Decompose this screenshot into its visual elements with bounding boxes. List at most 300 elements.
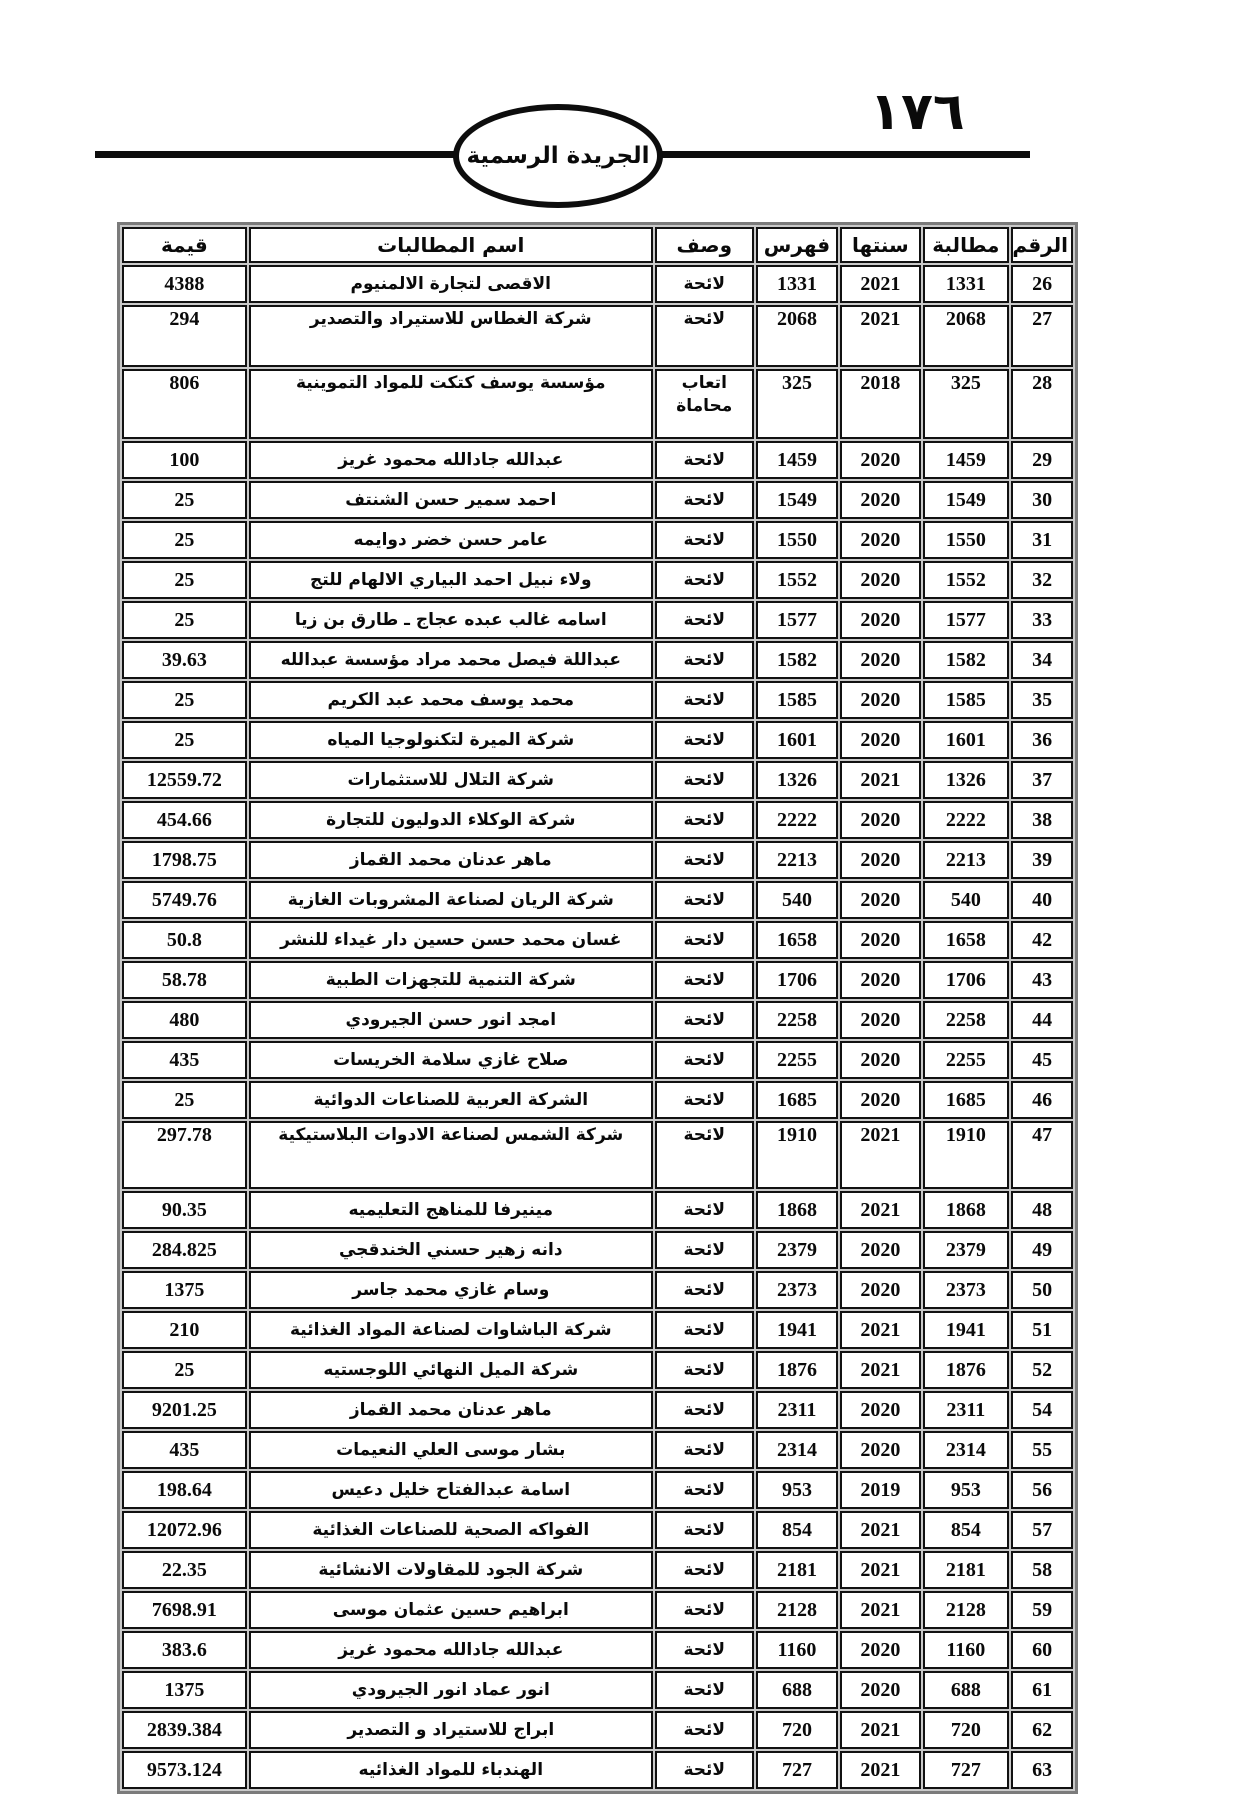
cell-description: لائحة [655, 1391, 754, 1429]
cell-value: 480 [122, 1001, 247, 1039]
cell-claims-name: شركة الميرة لتكنولوجيا المياه [249, 721, 653, 759]
cell-description: لائحة [655, 265, 754, 303]
cell-value: 297.78 [122, 1121, 247, 1189]
table-row [122, 761, 1073, 799]
cell-index: 1685 [756, 1081, 838, 1119]
cell-description: لائحة [655, 721, 754, 759]
cell-value: 25 [122, 601, 247, 639]
table-row [122, 1751, 1073, 1789]
cell-claim: 1160 [923, 1631, 1010, 1669]
cell-number: 50 [1011, 1271, 1073, 1309]
cell-claim: 688 [923, 1671, 1010, 1709]
cell-year: 2020 [840, 441, 920, 479]
cell-year: 2021 [840, 1551, 920, 1589]
cell-number: 56 [1011, 1471, 1073, 1509]
cell-claims-name: الاقصى لتجارة الالمنيوم [249, 265, 653, 303]
table-row [122, 1041, 1073, 1079]
cell-claims-name: شركة الوكلاء الدوليون للتجارة [249, 801, 653, 839]
cell-index: 1331 [756, 265, 838, 303]
cell-value: 9573.124 [122, 1751, 247, 1789]
cell-claims-name: مينيرفا للمناهج التعليميه [249, 1191, 653, 1229]
cell-claims-name: شركة الباشاوات لصناعة المواد الغذائية [249, 1311, 653, 1349]
cell-number: 30 [1011, 481, 1073, 519]
cell-claims-name: ماهر عدنان محمد القماز [249, 1391, 653, 1429]
cell-value: 50.8 [122, 921, 247, 959]
cell-description: لائحة [655, 1081, 754, 1119]
cell-claims-name: محمد يوسف محمد عبد الكريم [249, 681, 653, 719]
cell-number: 39 [1011, 841, 1073, 879]
cell-number: 43 [1011, 961, 1073, 999]
table-row [122, 961, 1073, 999]
table-row [122, 881, 1073, 919]
cell-value: 25 [122, 1351, 247, 1389]
table-row [122, 801, 1073, 839]
cell-claim: 540 [923, 881, 1010, 919]
cell-description: لائحة [655, 1671, 754, 1709]
table-row [122, 921, 1073, 959]
cell-number: 42 [1011, 921, 1073, 959]
cell-year: 2021 [840, 265, 920, 303]
cell-year: 2020 [840, 481, 920, 519]
cell-year: 2020 [840, 721, 920, 759]
cell-number: 27 [1011, 305, 1073, 367]
table-row [122, 521, 1073, 559]
cell-number: 45 [1011, 1041, 1073, 1079]
cell-value: 25 [122, 481, 247, 519]
cell-claim: 1868 [923, 1191, 1010, 1229]
cell-description: لائحة [655, 1471, 754, 1509]
column-header-number: الرقم [1011, 227, 1073, 263]
cell-year: 2021 [840, 1121, 920, 1189]
cell-year: 2020 [840, 681, 920, 719]
cell-value: 210 [122, 1311, 247, 1349]
cell-year: 2020 [840, 561, 920, 599]
cell-claim: 2314 [923, 1431, 1010, 1469]
cell-number: 29 [1011, 441, 1073, 479]
cell-value: 435 [122, 1431, 247, 1469]
table-row [122, 1081, 1073, 1119]
cell-claims-name: شركة الميل النهائي اللوجستيه [249, 1351, 653, 1389]
cell-claim: 2258 [923, 1001, 1010, 1039]
table-row [122, 1511, 1073, 1549]
cell-index: 1552 [756, 561, 838, 599]
cell-year: 2021 [840, 1591, 920, 1629]
cell-index: 720 [756, 1711, 838, 1749]
cell-value: 100 [122, 441, 247, 479]
cell-number: 37 [1011, 761, 1073, 799]
cell-claim: 2222 [923, 801, 1010, 839]
cell-index: 1585 [756, 681, 838, 719]
cell-year: 2021 [840, 1351, 920, 1389]
cell-number: 28 [1011, 369, 1073, 439]
cell-year: 2020 [840, 1271, 920, 1309]
cell-claim: 1706 [923, 961, 1010, 999]
cell-year: 2020 [840, 1001, 920, 1039]
cell-value: 22.35 [122, 1551, 247, 1589]
cell-index: 2181 [756, 1551, 838, 1589]
cell-claim: 325 [923, 369, 1010, 439]
cell-number: 31 [1011, 521, 1073, 559]
cell-description: لائحة [655, 481, 754, 519]
table-row [122, 681, 1073, 719]
cell-index: 1658 [756, 921, 838, 959]
cell-index: 1160 [756, 1631, 838, 1669]
table-row [122, 1391, 1073, 1429]
cell-claim: 2068 [923, 305, 1010, 367]
cell-description: لائحة [655, 681, 754, 719]
page-number: ١٧٦ [869, 82, 965, 142]
cell-index: 1459 [756, 441, 838, 479]
cell-value: 806 [122, 369, 247, 439]
cell-index: 2311 [756, 1391, 838, 1429]
table-header-row [122, 227, 1073, 263]
cell-value: 1375 [122, 1271, 247, 1309]
cell-claim: 1552 [923, 561, 1010, 599]
table-row [122, 721, 1073, 759]
cell-value: 25 [122, 561, 247, 599]
cell-value: 7698.91 [122, 1591, 247, 1629]
cell-number: 34 [1011, 641, 1073, 679]
cell-claims-name: عبدالله جادالله محمود غريز [249, 441, 653, 479]
cell-index: 2213 [756, 841, 838, 879]
cell-claim: 1658 [923, 921, 1010, 959]
cell-value: 12072.96 [122, 1511, 247, 1549]
cell-value: 1798.75 [122, 841, 247, 879]
cell-claim: 1941 [923, 1311, 1010, 1349]
cell-index: 540 [756, 881, 838, 919]
cell-year: 2020 [840, 1631, 920, 1669]
cell-year: 2020 [840, 841, 920, 879]
cell-index: 325 [756, 369, 838, 439]
table-row [122, 1191, 1073, 1229]
cell-year: 2021 [840, 761, 920, 799]
cell-claims-name: ولاء نبيل احمد البياري الالهام للتج [249, 561, 653, 599]
table-row [122, 441, 1073, 479]
cell-claims-name: احمد سمير حسن الشنتف [249, 481, 653, 519]
cell-claims-name: شركة الريان لصناعة المشروبات الغازية [249, 881, 653, 919]
cell-description: لائحة [655, 1231, 754, 1269]
cell-value: 198.64 [122, 1471, 247, 1509]
table-row [122, 601, 1073, 639]
cell-claim: 1582 [923, 641, 1010, 679]
cell-index: 2373 [756, 1271, 838, 1309]
cell-index: 2314 [756, 1431, 838, 1469]
table-row [122, 1001, 1073, 1039]
cell-description: لائحة [655, 641, 754, 679]
cell-index: 1910 [756, 1121, 838, 1189]
cell-index: 1876 [756, 1351, 838, 1389]
table-row [122, 369, 1073, 439]
cell-index: 1550 [756, 521, 838, 559]
cell-claims-name: انور عماد انور الجيرودي [249, 1671, 653, 1709]
cell-number: 59 [1011, 1591, 1073, 1629]
cell-claim: 2181 [923, 1551, 1010, 1589]
column-header-description: وصف [655, 227, 754, 263]
cell-value: 12559.72 [122, 761, 247, 799]
cell-description: لائحة [655, 521, 754, 559]
cell-claim: 2213 [923, 841, 1010, 879]
cell-value: 1375 [122, 1671, 247, 1709]
cell-number: 61 [1011, 1671, 1073, 1709]
cell-number: 47 [1011, 1121, 1073, 1189]
cell-claims-name: اسامة عبدالفتاح خليل دعيس [249, 1471, 653, 1509]
cell-claims-name: بشار موسى العلي النعيمات [249, 1431, 653, 1469]
cell-description: لائحة [655, 921, 754, 959]
cell-number: 63 [1011, 1751, 1073, 1789]
cell-claim: 2255 [923, 1041, 1010, 1079]
cell-value: 9201.25 [122, 1391, 247, 1429]
cell-claims-name: شركة التلال للاستثمارات [249, 761, 653, 799]
cell-index: 1577 [756, 601, 838, 639]
cell-value: 435 [122, 1041, 247, 1079]
gazette-banner-title: الجريدة الرسمية [466, 143, 650, 169]
cell-year: 2020 [840, 1671, 920, 1709]
table-row [122, 561, 1073, 599]
cell-description: لائحة [655, 1311, 754, 1349]
cell-claims-name: امجد انور حسن الجيرودي [249, 1001, 653, 1039]
cell-claim: 727 [923, 1751, 1010, 1789]
column-header-claim: مطالبة [923, 227, 1010, 263]
cell-number: 57 [1011, 1511, 1073, 1549]
cell-description: لائحة [655, 1351, 754, 1389]
cell-description: لائحة [655, 441, 754, 479]
cell-index: 1326 [756, 761, 838, 799]
cell-year: 2020 [840, 961, 920, 999]
cell-claims-name: صلاح غازي سلامة الخريسات [249, 1041, 653, 1079]
cell-value: 90.35 [122, 1191, 247, 1229]
cell-value: 2839.384 [122, 1711, 247, 1749]
cell-year: 2020 [840, 601, 920, 639]
table-row [122, 841, 1073, 879]
cell-claims-name: غسان محمد حسن حسين دار غيداء للنشر [249, 921, 653, 959]
cell-number: 35 [1011, 681, 1073, 719]
cell-claims-name: ماهر عدنان محمد القماز [249, 841, 653, 879]
cell-description: لائحة [655, 1121, 754, 1189]
cell-number: 54 [1011, 1391, 1073, 1429]
cell-number: 26 [1011, 265, 1073, 303]
cell-value: 294 [122, 305, 247, 367]
cell-description: لائحة [655, 305, 754, 367]
cell-index: 1868 [756, 1191, 838, 1229]
table-row [122, 1431, 1073, 1469]
cell-index: 1549 [756, 481, 838, 519]
cell-claim: 2311 [923, 1391, 1010, 1429]
cell-index: 953 [756, 1471, 838, 1509]
cell-claims-name: شركة الشمس لصناعة الادوات البلاستيكية [249, 1121, 653, 1189]
table-row [122, 1121, 1073, 1189]
cell-year: 2020 [840, 521, 920, 559]
cell-index: 1941 [756, 1311, 838, 1349]
cell-claims-name: شركة التنمية للتجهزات الطبية [249, 961, 653, 999]
cell-year: 2020 [840, 1431, 920, 1469]
table-row [122, 1631, 1073, 1669]
cell-year: 2020 [840, 801, 920, 839]
cell-index: 2068 [756, 305, 838, 367]
cell-year: 2020 [840, 1231, 920, 1269]
cell-claim: 1550 [923, 521, 1010, 559]
table-row [122, 1351, 1073, 1389]
cell-claims-name: مؤسسة يوسف كتكت للمواد التموينية [249, 369, 653, 439]
cell-description: لائحة [655, 1271, 754, 1309]
cell-description: لائحة [655, 761, 754, 799]
cell-description: لائحة [655, 1631, 754, 1669]
cell-description: لائحة [655, 1551, 754, 1589]
cell-value: 25 [122, 521, 247, 559]
cell-claims-name: الهندباء للمواد الغذائيه [249, 1751, 653, 1789]
column-header-claims-name: اسم المطالبات [249, 227, 653, 263]
cell-value: 25 [122, 1081, 247, 1119]
cell-claim: 720 [923, 1711, 1010, 1749]
cell-claim: 1549 [923, 481, 1010, 519]
cell-index: 727 [756, 1751, 838, 1789]
cell-value: 454.66 [122, 801, 247, 839]
cell-index: 688 [756, 1671, 838, 1709]
cell-number: 38 [1011, 801, 1073, 839]
cell-year: 2021 [840, 1511, 920, 1549]
cell-number: 48 [1011, 1191, 1073, 1229]
column-header-value: قيمة [122, 227, 247, 263]
table-row [122, 1671, 1073, 1709]
cell-number: 58 [1011, 1551, 1073, 1589]
cell-number: 36 [1011, 721, 1073, 759]
cell-year: 2021 [840, 1711, 920, 1749]
cell-description: لائحة [655, 841, 754, 879]
cell-claim: 1601 [923, 721, 1010, 759]
gazette-banner [453, 104, 663, 208]
cell-number: 52 [1011, 1351, 1073, 1389]
cell-claim: 953 [923, 1471, 1010, 1509]
cell-description: لائحة [655, 1511, 754, 1549]
cell-description: اتعاب محاماة [655, 369, 754, 439]
cell-claims-name: وسام غازي محمد جاسر [249, 1271, 653, 1309]
cell-year: 2020 [840, 1081, 920, 1119]
cell-year: 2020 [840, 921, 920, 959]
cell-claim: 1585 [923, 681, 1010, 719]
table-row [122, 305, 1073, 367]
cell-year: 2020 [840, 641, 920, 679]
cell-description: لائحة [655, 881, 754, 919]
claims-table [117, 222, 1078, 1794]
cell-number: 40 [1011, 881, 1073, 919]
cell-description: لائحة [655, 1001, 754, 1039]
table-row [122, 1311, 1073, 1349]
cell-claims-name: عبدالله جادالله محمود غريز [249, 1631, 653, 1669]
cell-index: 2255 [756, 1041, 838, 1079]
cell-number: 32 [1011, 561, 1073, 599]
cell-value: 4388 [122, 265, 247, 303]
cell-description: لائحة [655, 1041, 754, 1079]
table-row [122, 1271, 1073, 1309]
cell-value: 25 [122, 681, 247, 719]
cell-year: 2020 [840, 1041, 920, 1079]
cell-year: 2021 [840, 305, 920, 367]
cell-claim: 2128 [923, 1591, 1010, 1629]
table-row [122, 1591, 1073, 1629]
cell-number: 46 [1011, 1081, 1073, 1119]
cell-index: 2258 [756, 1001, 838, 1039]
cell-value: 25 [122, 721, 247, 759]
cell-claims-name: ابراهيم حسين عثمان موسى [249, 1591, 653, 1629]
cell-description: لائحة [655, 801, 754, 839]
cell-value: 39.63 [122, 641, 247, 679]
cell-year: 2021 [840, 1191, 920, 1229]
cell-description: لائحة [655, 1751, 754, 1789]
table-row [122, 1471, 1073, 1509]
cell-year: 2019 [840, 1471, 920, 1509]
cell-description: لائحة [655, 961, 754, 999]
cell-claims-name: شركة الغطاس للاستيراد والتصدير [249, 305, 653, 367]
cell-claim: 1910 [923, 1121, 1010, 1189]
cell-value: 383.6 [122, 1631, 247, 1669]
cell-description: لائحة [655, 1591, 754, 1629]
cell-year: 2021 [840, 1751, 920, 1789]
cell-claim: 1331 [923, 265, 1010, 303]
cell-claim: 1459 [923, 441, 1010, 479]
cell-claim: 2373 [923, 1271, 1010, 1309]
cell-description: لائحة [655, 561, 754, 599]
cell-value: 58.78 [122, 961, 247, 999]
cell-claims-name: الفواكه الصحية للصناعات الغذائية [249, 1511, 653, 1549]
cell-description: لائحة [655, 601, 754, 639]
cell-claim: 1577 [923, 601, 1010, 639]
column-header-year: سنتها [840, 227, 920, 263]
cell-claims-name: اسامه غالب عبده عجاج ـ طارق بن زيا [249, 601, 653, 639]
cell-index: 2222 [756, 801, 838, 839]
cell-claim: 2379 [923, 1231, 1010, 1269]
table-row [122, 1551, 1073, 1589]
table-row [122, 265, 1073, 303]
cell-claim: 854 [923, 1511, 1010, 1549]
cell-number: 44 [1011, 1001, 1073, 1039]
cell-claims-name: الشركة العربية للصناعات الدوائية [249, 1081, 653, 1119]
table-row [122, 641, 1073, 679]
cell-value: 284.825 [122, 1231, 247, 1269]
cell-claims-name: عامر حسن خضر دوايمه [249, 521, 653, 559]
cell-claims-name: دانه زهير حسني الخندقجي [249, 1231, 653, 1269]
cell-number: 51 [1011, 1311, 1073, 1349]
cell-value: 5749.76 [122, 881, 247, 919]
cell-claim: 1876 [923, 1351, 1010, 1389]
cell-claim: 1326 [923, 761, 1010, 799]
cell-index: 1601 [756, 721, 838, 759]
cell-number: 33 [1011, 601, 1073, 639]
cell-number: 62 [1011, 1711, 1073, 1749]
cell-index: 1582 [756, 641, 838, 679]
cell-year: 2018 [840, 369, 920, 439]
cell-index: 2128 [756, 1591, 838, 1629]
table-row [122, 1711, 1073, 1749]
cell-description: لائحة [655, 1431, 754, 1469]
cell-number: 49 [1011, 1231, 1073, 1269]
cell-number: 60 [1011, 1631, 1073, 1669]
cell-year: 2020 [840, 881, 920, 919]
cell-index: 2379 [756, 1231, 838, 1269]
cell-index: 854 [756, 1511, 838, 1549]
cell-year: 2021 [840, 1311, 920, 1349]
cell-number: 55 [1011, 1431, 1073, 1469]
table-row [122, 481, 1073, 519]
cell-claims-name: ابراج للاستيراد و التصدير [249, 1711, 653, 1749]
cell-description: لائحة [655, 1711, 754, 1749]
cell-index: 1706 [756, 961, 838, 999]
cell-year: 2020 [840, 1391, 920, 1429]
column-header-index: فهرس [756, 227, 838, 263]
cell-description: لائحة [655, 1191, 754, 1229]
cell-claims-name: شركة الجود للمقاولات الانشائية [249, 1551, 653, 1589]
cell-claims-name: عبداللة فيصل محمد مراد مؤسسة عبدالله [249, 641, 653, 679]
table-row [122, 1231, 1073, 1269]
cell-claim: 1685 [923, 1081, 1010, 1119]
